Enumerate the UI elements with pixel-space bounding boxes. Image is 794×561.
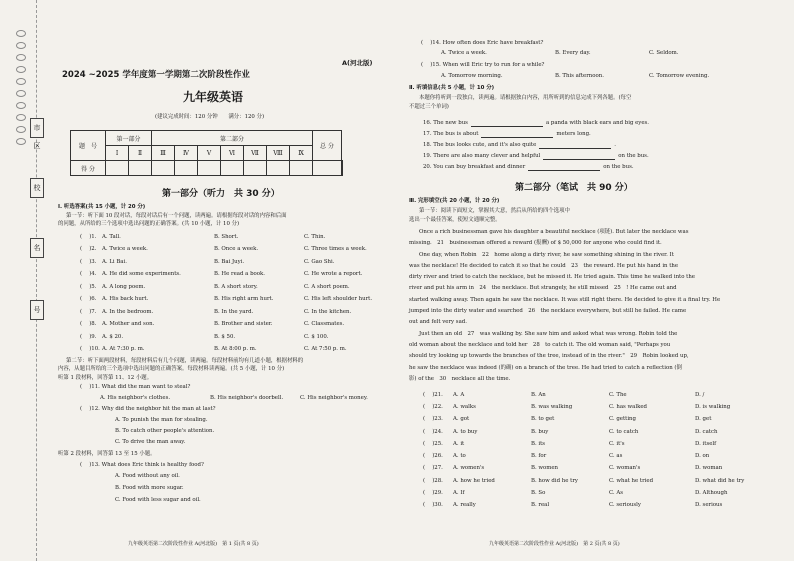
passage-line: Just then an old 27 was walking by. She saw him and asked what was wrong. Robin told the — [419, 330, 678, 337]
option-c[interactable]: C. Seldom. — [649, 50, 679, 56]
option-a[interactable]: A. Li Bai. — [102, 258, 127, 265]
question-number[interactable]: ( )21. — [423, 391, 443, 398]
option-a[interactable]: A. To punish the man for stealing. — [115, 417, 208, 423]
fill-in-prompt: 16. The new bus — [423, 120, 468, 126]
cloze-passage — [409, 229, 784, 387]
option-b[interactable]: B. for — [531, 453, 547, 460]
score-cell[interactable] — [244, 161, 267, 176]
answer-blank[interactable] — [539, 142, 611, 149]
score-cell[interactable] — [267, 161, 290, 176]
question-number[interactable]: ( )13. — [80, 462, 100, 468]
option-c[interactable]: C. Tomorrow evening. — [649, 73, 710, 79]
option-b[interactable]: B. In the yard. — [214, 308, 254, 315]
question-row — [80, 306, 390, 319]
option-a[interactable]: A. Twice a week. — [441, 50, 487, 56]
option-b[interactable]: B. This afternoon. — [555, 73, 604, 79]
section2-instructions: 不超过三个单词) — [409, 104, 449, 110]
option-b[interactable]: B. At 8:00 p. m. — [214, 346, 257, 353]
option-b[interactable]: B. Brother and sister. — [214, 321, 273, 328]
section3-instructions: 选出一个最佳答案，使短文通顺完整。 — [409, 217, 501, 223]
answer-blank[interactable] — [528, 164, 600, 171]
option-c[interactable]: C. His neighbor's money. — [300, 395, 368, 401]
binding-label-district: 市 区 — [30, 118, 44, 138]
option-a[interactable]: A. really — [453, 502, 476, 509]
option-c[interactable]: C. to catch — [609, 428, 639, 435]
fill-in-suffix: . — [614, 142, 616, 148]
option-a[interactable]: A. His neighbor's clothes. — [100, 395, 171, 401]
title-year: 2024 ~2025 学年度第一学期第二次阶段性作业 — [62, 70, 250, 80]
answer-blank[interactable] — [481, 131, 553, 138]
question-text: When will Eric try to run for a while? — [442, 62, 545, 68]
question-number[interactable]: ( )3. — [80, 258, 97, 265]
option-a[interactable]: A. In the bedroom. — [102, 308, 154, 315]
version-badge: A(河北版) — [342, 59, 373, 67]
question-number[interactable]: ( )15. — [421, 62, 441, 68]
option-c[interactable]: C. His left shoulder hurt. — [304, 296, 373, 303]
page-footer: 九年级英语第二次阶段性作业 A(河北版) 第 1 页(共 8 页) — [128, 541, 259, 547]
question-number[interactable]: ( )22. — [423, 403, 443, 410]
option-c[interactable]: C. Gao Shi. — [304, 258, 335, 265]
section3-title: Ⅲ. 完形填空(共 20 小题，计 20 分) — [409, 198, 500, 204]
option-c[interactable]: C. In the kitchen. — [304, 308, 352, 315]
option-c[interactable]: C. He wrote a report. — [304, 271, 363, 278]
option-c[interactable]: C. has walked — [609, 403, 647, 410]
option-c[interactable]: C. Three times a week. — [304, 246, 367, 253]
option-c[interactable]: C. getting — [609, 416, 636, 423]
option-d[interactable]: D. catch — [695, 428, 718, 435]
score-cell[interactable] — [342, 161, 343, 176]
passage-line: should try looking up towards the branches of the tree, instead of in the river." 29 Robin looked up, — [409, 353, 689, 360]
score-col: Ⅲ — [152, 146, 175, 161]
option-a[interactable]: A. If — [453, 490, 465, 497]
score-cell[interactable] — [129, 161, 152, 176]
option-a[interactable]: A. Tomorrow morning. — [441, 73, 503, 79]
binding-label-number: 号 — [30, 300, 44, 320]
option-a[interactable]: A. how he tried — [453, 477, 495, 484]
question-row — [80, 269, 390, 282]
section1-instructions: 第一节：听下面 10 段对话，每段对话后有一个问题，读两遍。请根据每段对话的内容和后面 — [66, 213, 287, 219]
fill-in-prompt: 19. There are also many clever and helpful — [423, 153, 541, 159]
question-number[interactable]: ( )9. — [80, 333, 97, 340]
option-c[interactable]: C. it's — [609, 440, 625, 447]
question-number[interactable]: ( )29. — [423, 490, 443, 497]
fill-in-prompt: 18. The bus looks cute, and it's also quite — [423, 142, 537, 148]
question-number[interactable]: ( )1. — [80, 233, 97, 240]
option-b[interactable]: B. was walking — [531, 403, 573, 410]
passage-line: started walking away. Then again he saw the necklace. It was still right there. He decided to give it a final try. He — [409, 296, 721, 303]
option-b[interactable]: B. His right arm hurt. — [214, 296, 274, 303]
question-row — [423, 463, 788, 475]
question-row — [80, 281, 390, 294]
option-d[interactable]: D. get — [695, 416, 712, 423]
question-number[interactable]: ( )2. — [80, 246, 97, 253]
option-d[interactable]: D. serious — [695, 502, 723, 509]
question-number[interactable]: ( )7. — [80, 308, 97, 315]
passage-line: dirty river and tried to catch the necklace, but he missed it. He tried again. This time he walked into the — [409, 274, 695, 281]
score-col: Ⅱ — [129, 146, 152, 161]
question-11 — [80, 384, 190, 391]
section3-instructions: 第一节：阅读下面短文，掌握其大意，然后从所给的四个选项中 — [419, 208, 570, 214]
score-total: 总 分 — [313, 131, 342, 161]
option-a[interactable]: A. walks — [453, 403, 476, 410]
section2-instructions: 本题你将听到一段独白，读两遍。请根据独白内容，用所听到的信息完成下列各题。(每空 — [419, 95, 632, 101]
score-col: Ⅴ — [198, 146, 221, 161]
option-b[interactable]: B. His neighbor's doorbell. — [210, 395, 284, 401]
material2-label: 听第 2 段材料，回答第 13 至 15 小题。 — [58, 451, 156, 457]
option-a[interactable]: A. At 7:30 p. m. — [102, 346, 145, 353]
option-c[interactable]: C. The — [609, 391, 627, 398]
answer-blank[interactable] — [471, 120, 543, 127]
question-row — [80, 256, 390, 269]
option-a[interactable]: A. Tall. — [102, 233, 121, 240]
option-c[interactable]: C. At 7:50 p. m. — [304, 346, 347, 353]
option-b[interactable]: B. buy — [531, 428, 549, 435]
passage-line: One day, when Robin 22 home along a dirty river, he saw something shining in the river. It — [419, 251, 674, 258]
passage-line: was the necklace! He decided to catch it so that he could 23 the reward. He put his hand in the — [409, 262, 679, 269]
option-a[interactable]: A. Food without any oil. — [115, 473, 180, 479]
option-a[interactable]: A. Twice a week. — [102, 246, 148, 253]
question-row — [80, 344, 390, 357]
option-d[interactable]: D. is walking — [695, 403, 731, 410]
question-number[interactable]: ( )6. — [80, 296, 97, 303]
option-d[interactable]: D. itself — [695, 440, 717, 447]
option-b[interactable]: B. An — [531, 391, 546, 398]
exam-info: (建议完成时间：120 分钟 满分：120 分) — [155, 114, 265, 120]
question-row — [80, 294, 390, 307]
question-row — [80, 231, 390, 244]
option-c[interactable]: C. woman's — [609, 465, 641, 472]
question-number[interactable]: ( )4. — [80, 271, 97, 278]
option-d[interactable]: D. / — [695, 391, 705, 398]
question-row — [423, 389, 788, 401]
question-14 — [421, 40, 543, 47]
option-c[interactable]: C. Thin. — [304, 233, 326, 240]
score-cell[interactable] — [313, 161, 342, 176]
questions-21-30 — [423, 389, 788, 512]
question-number[interactable]: ( )23. — [423, 416, 443, 423]
option-a[interactable]: A. to buy — [453, 428, 478, 435]
fill-in-row — [423, 160, 788, 171]
question-row — [423, 401, 788, 413]
score-row3-label: 得 分 — [71, 161, 106, 176]
option-c[interactable]: C. as — [609, 453, 623, 460]
score-col: Ⅶ — [244, 146, 267, 161]
fill-in-suffix: a panda with black ears and big eyes. — [545, 120, 650, 126]
option-b[interactable]: B. real — [531, 502, 550, 509]
passage-line: river and put his arm in 24 the necklace. But strangely, he still missed 25 ! He came out and — [409, 285, 677, 292]
question-row — [423, 438, 788, 450]
score-cell[interactable] — [106, 161, 129, 176]
page-2 — [397, 0, 794, 561]
option-d[interactable]: D. what did he try — [695, 477, 745, 484]
title-subject: 九年级英语 — [183, 90, 244, 104]
fill-in-row — [423, 127, 788, 138]
score-cell[interactable] — [198, 161, 221, 176]
option-a[interactable]: A. it — [453, 440, 465, 447]
score-col: Ⅰ — [106, 146, 129, 161]
score-col: Ⅸ — [290, 146, 313, 161]
option-a[interactable]: A. He did some experiments. — [102, 271, 181, 278]
fill-in-row — [423, 116, 788, 127]
option-a[interactable]: A. $ 20. — [102, 333, 124, 340]
fill-in-suffix: on the bus. — [618, 153, 649, 159]
question-text: Why did the neighbor hit the man at last? — [101, 406, 216, 412]
option-c[interactable]: C. what he tried — [609, 477, 654, 484]
score-col: Ⅳ — [175, 146, 198, 161]
option-a[interactable]: A. women's — [453, 465, 485, 472]
question-number[interactable]: ( )11. — [80, 384, 100, 390]
option-c[interactable]: C. To drive the man away. — [115, 439, 186, 445]
score-row-label: 题 号 — [71, 131, 106, 161]
option-b[interactable]: B. its — [531, 440, 546, 447]
option-a[interactable]: A. A — [453, 391, 465, 398]
option-d[interactable]: D. Although — [695, 490, 728, 497]
question-row — [423, 487, 788, 499]
option-b[interactable]: B. women — [531, 465, 559, 472]
option-c[interactable]: C. A short poem. — [304, 283, 350, 290]
fill-in-list — [423, 116, 788, 171]
binding-strip — [0, 0, 44, 561]
score-cell[interactable] — [221, 161, 244, 176]
fill-in-suffix: on the bus. — [603, 164, 634, 170]
option-c[interactable]: C. $ 100. — [304, 333, 329, 340]
fill-in-prompt: 17. The bus is about — [423, 131, 479, 137]
option-a[interactable]: A. to — [453, 453, 466, 460]
question-row — [80, 319, 390, 332]
option-c[interactable]: C. Food with less sugar and oil. — [115, 497, 201, 503]
option-b[interactable]: B. Once a week. — [214, 246, 259, 253]
question-number[interactable]: ( )25. — [423, 440, 443, 447]
question-row — [80, 244, 390, 257]
option-a[interactable]: A. His back hurt. — [102, 296, 149, 303]
passage-line: missing. 21 businessman offered a reward (报酬) of $ 50,000 for anyone who could find it. — [409, 240, 662, 247]
question-number[interactable]: ( )12. — [80, 406, 100, 412]
answer-blank[interactable] — [543, 153, 615, 160]
binding-holes — [14, 30, 28, 150]
question-row — [423, 450, 788, 462]
question-text: How often does Eric have breakfast? — [442, 40, 544, 46]
option-d[interactable]: D. on — [695, 453, 710, 460]
option-b[interactable]: B. To catch other people's attention. — [115, 428, 215, 434]
passage-line: he saw the necklace was indeed (的确) on a branch of the tree. He had tried to catch a reflection (倒 — [409, 364, 682, 371]
question-row — [423, 475, 788, 487]
question-15 — [421, 62, 544, 69]
fill-in-prompt: 20. You can buy breakfast and dinner — [423, 164, 526, 170]
question-number[interactable]: ( )8. — [80, 321, 97, 328]
score-part2: 第二部分 — [152, 131, 313, 146]
option-b[interactable]: B. Food with more sugar. — [115, 485, 184, 491]
option-c[interactable]: C. As — [609, 490, 624, 497]
option-c[interactable]: C. seriously — [609, 502, 641, 509]
question-number[interactable]: ( )27. — [423, 465, 443, 472]
option-a[interactable]: A. Mother and son. — [102, 321, 155, 328]
section2-title: Ⅱ. 听填信息(共 5 小题，计 10 分) — [409, 85, 495, 91]
section1-instructions: 的问题，从所给的三个选项中选出问题的正确答案。(共 10 小题，计 10 分) — [58, 221, 240, 227]
question-13 — [80, 462, 204, 469]
fill-in-suffix: meters long. — [556, 131, 591, 137]
score-cell[interactable] — [152, 161, 175, 176]
binding-label-name: 名 — [30, 238, 44, 258]
question-row — [423, 500, 788, 512]
binding-label-school: 校 — [30, 178, 44, 198]
question-number[interactable]: ( )14. — [421, 40, 441, 46]
part1-title: 第一部分（听力 共 30 分） — [162, 189, 280, 199]
question-row — [423, 414, 788, 426]
passage-line: out and felt very sad. — [409, 319, 467, 326]
material1-label: 听第 1 段材料，回答第 11、12 小题。 — [58, 375, 153, 381]
question-number[interactable]: ( )5. — [80, 283, 97, 290]
question-12 — [80, 406, 216, 413]
score-cell[interactable] — [290, 161, 313, 176]
fill-in-row — [423, 149, 788, 160]
question-row — [423, 426, 788, 438]
question-row — [80, 331, 390, 344]
score-table — [70, 130, 343, 176]
option-b[interactable]: B. Short. — [214, 233, 239, 240]
page-footer: 九年级英语第二次阶段性作业 A(河北版) 第 2 页(共 8 页) — [489, 541, 620, 547]
option-b[interactable]: B. to get — [531, 416, 555, 423]
question-number[interactable]: ( )28. — [423, 477, 443, 484]
score-cell[interactable] — [175, 161, 198, 176]
option-b[interactable]: B. He read a book. — [214, 271, 265, 278]
question-number[interactable]: ( )10. — [80, 346, 100, 353]
option-b[interactable]: B. Every day. — [555, 50, 591, 56]
option-a[interactable]: A. A long poem. — [102, 283, 146, 290]
question-number[interactable]: ( )30. — [423, 502, 443, 509]
questions-1-10 — [80, 231, 390, 356]
passage-line: 影) of the 30 necklace all the time. — [409, 375, 511, 382]
option-b[interactable]: B. how did he try — [531, 477, 578, 484]
option-a[interactable]: A. got — [453, 416, 470, 423]
question-number[interactable]: ( )26. — [423, 453, 443, 460]
question-text: What did the man want to steal? — [101, 384, 191, 390]
option-b[interactable]: B. So — [531, 490, 546, 497]
part2-title: 第二部分（笔试 共 90 分） — [515, 183, 633, 193]
option-b[interactable]: B. Bai Juyi. — [214, 258, 245, 265]
question-text: What does Eric think is healthy food? — [101, 462, 204, 468]
question-number[interactable]: ( )24. — [423, 428, 443, 435]
fill-in-row — [423, 138, 788, 149]
passage-line: Once a rich businessman gave his daughter a beautiful necklace (项链). But later the necklace was — [419, 229, 689, 235]
score-part1: 第一部分 — [106, 131, 152, 146]
option-b[interactable]: B. A short story. — [214, 283, 258, 290]
score-col: Ⅷ — [267, 146, 290, 161]
option-c[interactable]: C. Classmates. — [304, 321, 345, 328]
score-col: Ⅵ — [221, 146, 244, 161]
passage-line: jumped into the dirty water and searched 26 the necklace everywhere, but still he failed. He came — [409, 308, 687, 315]
section1-title: Ⅰ. 听选答案(共 15 小题，计 20 分) — [58, 204, 146, 210]
passage-line: old woman about the necklace and told her 28 to catch it. The old woman said, "Perhaps you — [409, 341, 671, 348]
option-d[interactable]: D. woman — [695, 465, 723, 472]
section1-sub3: 第二节：听下面两段材料，每段材料后有几个问题，读两遍。每段材料前均有几道小题，根据材料的 — [66, 358, 304, 364]
section1-sub4: 内容，从题目所给的三个选项中选出问题的正确答案。每段材料读两遍。(共 5 小题，计 10 分) — [58, 366, 285, 372]
option-b[interactable]: B. $ 50. — [214, 333, 236, 340]
